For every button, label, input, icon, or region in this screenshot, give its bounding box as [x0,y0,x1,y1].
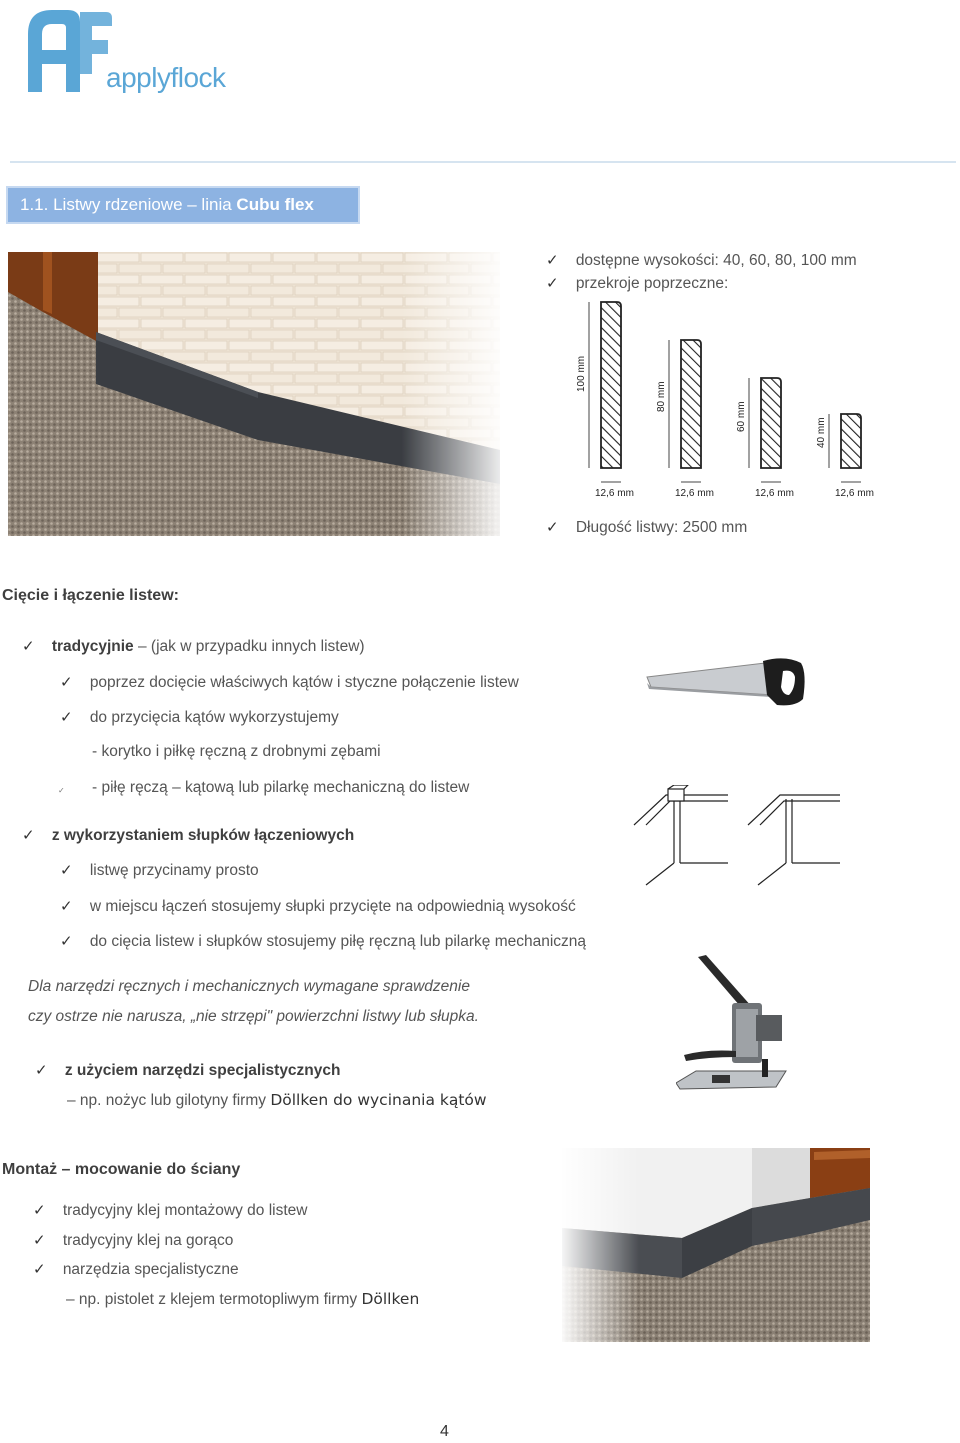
check-icon: ✓ [33,1261,46,1278]
height-label-60: 60 mm [736,401,747,432]
posts-item-2-text: w miejscu łączeń stosujemy słupki przycięte na odpowiednią wysokość [89,898,576,915]
mounting-item-2 [33,1231,233,1250]
check-icon: ✓ [546,275,559,292]
cutting-item-2-text: do przycięcia kątów wykorzystujemy [89,709,339,726]
posts-item-2 [60,897,576,916]
spec-profiles [546,274,728,293]
traditional-note: – (jak w przypadku innych listew) [137,638,365,655]
width-label-4: 12,6 mm [835,488,874,499]
check-icon: ✓ [22,638,35,655]
height-label-100: 100 mm [576,355,587,392]
width-label-3: 12,6 mm [755,488,794,499]
check-icon: ✓ [60,898,73,915]
posts-item-1-text: listwę przycinamy prosto [89,862,259,879]
heading-text: Listwy rdzeniowe – linia [53,195,232,214]
mounting-note [66,1290,419,1309]
mounting-item-1-text: tradycyjny klej montażowy do listew [62,1202,308,1219]
check-icon: ✓ [60,674,73,691]
check-icon: ✓ [60,862,73,879]
check-icon: ✓ [35,1062,48,1079]
header-rule [10,161,956,163]
check-icon: ✓ [60,933,73,950]
brand-name: applyflock [106,62,226,93]
tool-note-line-2: czy ostrze nie narusza, „nie strzępi" powierzchni listwy lub słupka. [28,1008,479,1025]
cutting-dash-item-2: - piłę ręczą – kątową lub pilarkę mechaniczną do listew [92,779,470,796]
posts-item-3 [60,932,586,951]
tool-note-line-1: Dla narzędzi ręcznych i mechanicznych wymagane sprawdzenie [28,978,470,995]
joining-posts-drawing [630,785,845,890]
applyflock-logo [18,4,118,96]
cutting-item-1 [60,673,519,692]
height-label-40: 40 mm [816,417,827,448]
spec-heights [546,251,857,270]
skirting-photo-brick-wall [8,252,500,536]
page-number: 4 [440,1423,449,1440]
traditional-label: tradycyjnie [51,638,134,655]
heading-product: Cubu flex [236,195,314,214]
hand-saw-image [645,655,810,710]
cutting-dash-item-1: - korytko i piłkę ręczną z drobnymi zębami [92,743,381,760]
skirting-photo-corner [562,1148,870,1342]
posts-item-1 [60,861,259,880]
check-icon: ✓ [546,519,559,536]
spec-length [546,518,747,537]
mounting-title: Montaż – mocowanie do ściany [2,1161,241,1178]
section-heading [20,195,314,215]
mounting-item-2-text: tradycyjny klej na gorąco [62,1232,234,1249]
check-icon: ✓ [22,827,35,844]
small-check-icon: ✓ [58,786,65,795]
heading-number: 1.1. [20,195,49,214]
cutting-item-2 [60,708,339,727]
check-icon: ✓ [33,1232,46,1249]
cutting-traditional [22,637,365,656]
special-suffix: Döllken do wycinania kątów [270,1091,487,1109]
mounting-item-1 [33,1201,307,1220]
spec-profiles-text: przekroje poprzeczne: [575,275,729,292]
mounting-item-3 [33,1260,239,1279]
mounting-item-3-text: narzędzia specjalistyczne [62,1261,239,1278]
width-label-2: 12,6 mm [675,488,714,499]
special-prefix: – np. nożyc lub gilotyny firmy [67,1092,267,1109]
check-icon: ✓ [546,252,559,269]
spec-heights-text: dostępne wysokości: 40, 60, 80, 100 mm [575,252,857,269]
posts-item-3-text: do cięcia listew i słupków stosujemy piłę ręczną lub pilarkę mechaniczną [89,933,587,950]
guillotine-tool-image [676,955,796,1095]
check-icon: ✓ [33,1202,46,1219]
posts-label: z wykorzystaniem słupków łączeniowych [51,827,355,844]
cross-section-diagram [565,292,895,507]
cutting-special [35,1061,340,1080]
width-label-1: 12,6 mm [595,488,634,499]
spec-length-text: Długość listwy: 2500 mm [575,519,748,536]
check-icon: ✓ [60,709,73,726]
cutting-posts [22,826,354,845]
cutting-special-note [67,1091,487,1110]
mounting-note-prefix: – np. pistolet z klejem termotopliwym firmy [66,1291,358,1308]
cutting-item-1-text: poprzez docięcie właściwych kątów i styczne połączenie listew [89,674,519,691]
special-label: z użyciem narzędzi specjalistycznych [64,1062,341,1079]
cutting-title: Cięcie i łączenie listew: [2,587,179,604]
height-label-80: 80 mm [656,381,667,412]
mounting-note-suffix: Döllken [361,1290,420,1308]
